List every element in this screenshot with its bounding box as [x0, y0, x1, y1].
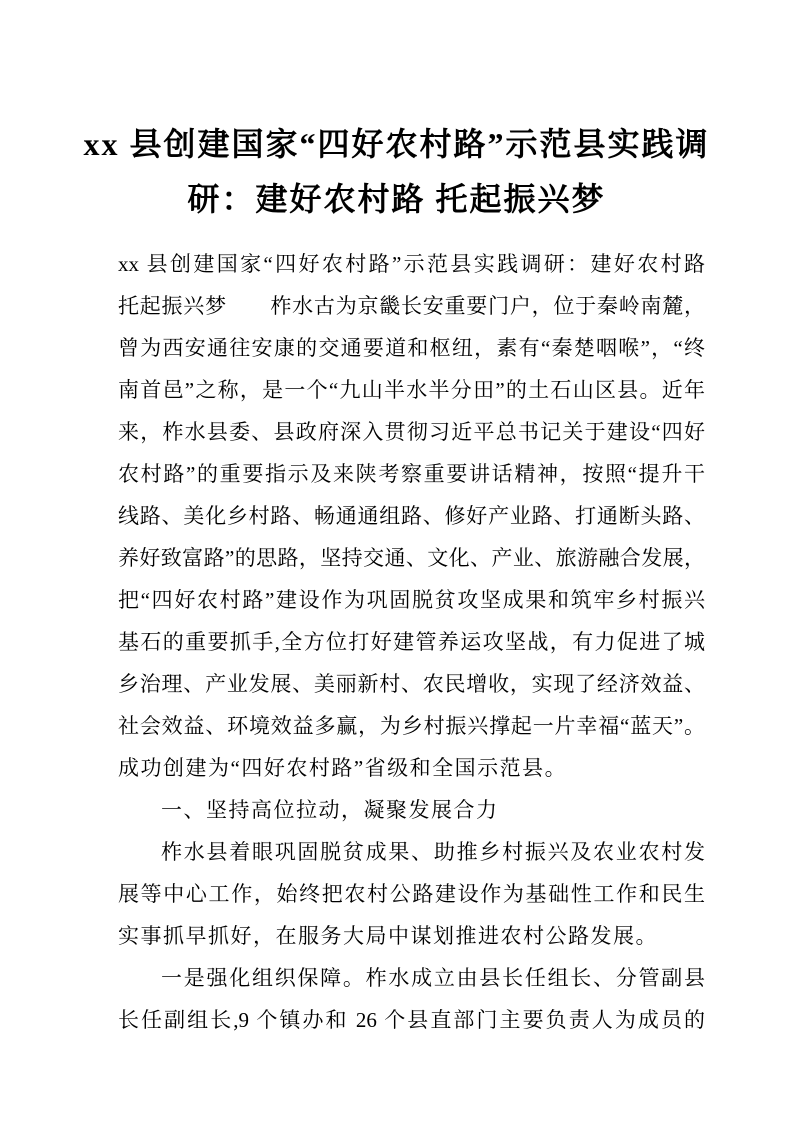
document-title	[0, 0, 793, 227]
body-line: 实事抓早抓好，在服务大局中谋划推进农村公路发展。	[118, 924, 658, 948]
body-line: 线路、美化乡村路、畅通通组路、修好产业路、打通断头路、	[118, 504, 705, 528]
body-line: 成功创建为“四好农村路”省级和全国示范县。	[118, 756, 568, 780]
body-line: 乡治理、产业发展、美丽新村、农民增收，实现了经济效益、	[118, 672, 705, 696]
title-line-2: 研：建好农村路 托起振兴梦	[187, 181, 606, 217]
body-line: 展等中心工作，始终把农村公路建设作为基础性工作和民生	[118, 882, 705, 906]
body-line: 柞水县着眼巩固脱贫成果、助推乡村振兴及农业农村发	[161, 840, 705, 864]
section-heading: 一、坚持高位拉动，凝聚发展合力	[161, 798, 499, 822]
title-line-1: xx 县创建国家“四好农村路”示范县实践调	[83, 126, 710, 162]
document-body	[118, 243, 705, 1041]
body-line: 基石的重要抓手,全方位打好建管养运攻坚战，有力促进了城	[118, 630, 705, 654]
body-line: 农村路”的重要指示及来陕考察重要讲话精神，按照“提升干	[118, 462, 705, 486]
body-line: 社会效益、环境效益多赢，为乡村振兴撑起一片幸福“蓝天”。	[118, 714, 705, 738]
body-line: 长任副组长,9 个镇办和 26 个县直部门主要负责人为成员的	[118, 1008, 705, 1032]
body-line: xx 县创建国家“四好农村路”示范县实践调研：建好农村路	[118, 252, 705, 276]
body-line: 曾为西安通往安康的交通要道和枢纽，素有“秦楚咽喉”，“终	[118, 336, 705, 360]
body-line: 养好致富路”的思路，坚持交通、文化、产业、旅游融合发展，	[118, 546, 705, 570]
body-line: 把“四好农村路”建设作为巩固脱贫攻坚成果和筑牢乡村振兴	[118, 588, 705, 612]
body-line: 来，柞水县委、县政府深入贯彻习近平总书记关于建设“四好	[118, 420, 705, 444]
body-line: 托起振兴梦 柞水古为京畿长安重要门户，位于秦岭南麓，	[118, 294, 705, 318]
body-line: 一是强化组织保障。柞水成立由县长任组长、分管副县	[161, 966, 705, 990]
body-line: 南首邑”之称，是一个“九山半水半分田”的土石山区县。近年	[118, 378, 705, 402]
